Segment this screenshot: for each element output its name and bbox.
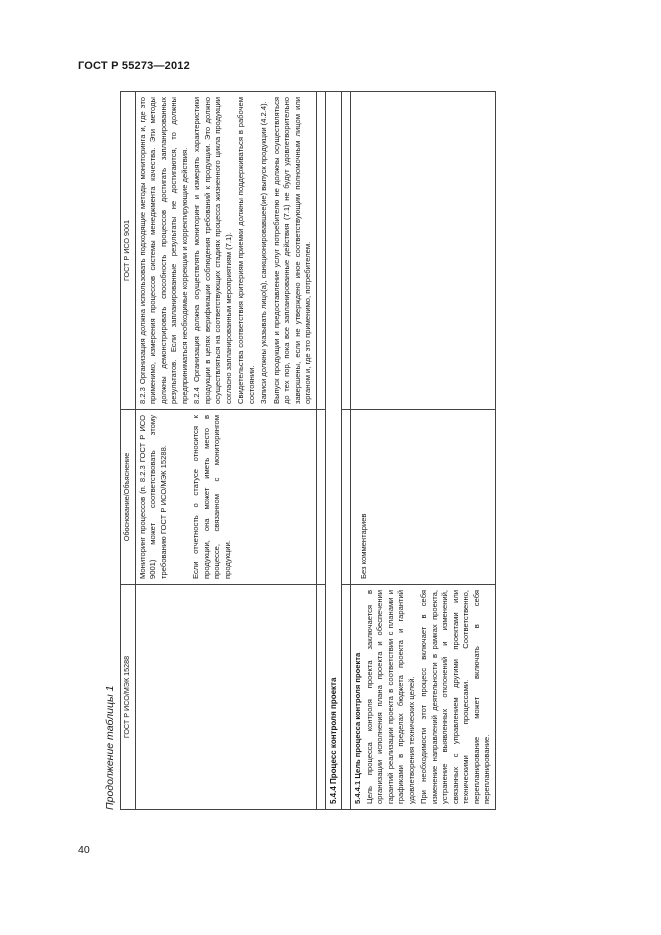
rotated-table-block <box>100 92 570 810</box>
table-header-row <box>121 92 136 810</box>
document-header: ГОСТ Р 55273—2012 <box>78 60 190 72</box>
justification-paragraph: Без комментариев <box>358 513 368 579</box>
row1-col1-cell <box>136 585 317 810</box>
requirement-paragraph: При необходимости этот процесс включает в себя изменение направлений деятельности в рамках проекта, устранение выявленных отклонений и изменений, связанных с управлением другими проектами или техническими процессами. Соответственно, перепланирование может включать в себя перепланирование. <box>419 590 492 804</box>
column-header-justification: Обоснование/Объяснение <box>121 410 136 585</box>
table-row <box>136 92 317 810</box>
row1-col2-cell <box>136 410 317 585</box>
section-heading: 5.4.4 Процесс контроля проекта <box>325 92 341 810</box>
iso9001-paragraph: Выпуск продукции и предоставление услуг потребителю не должны осуществляться до тех пор, пока все запланированные действия (7.1) не будут удовлетворительно завершены, если не утверждено иное соответствующим полномочным лицом или органом и, где это применимо, потребителем. <box>271 97 313 404</box>
table-row <box>350 92 495 810</box>
subsection-title: 5.4.4.1 Цель процесса контроля проекта <box>352 652 362 804</box>
row2-col2-cell <box>350 410 495 585</box>
spacer-row <box>341 92 350 810</box>
column-header-iso15288: ГОСТ Р ИСО/МЭК 15288 <box>121 585 136 810</box>
page-number: 40 <box>78 844 90 856</box>
section-heading-row <box>325 92 341 810</box>
justification-paragraph: Если отчетность о статусе относится к продукции, она может иметь место в процессе, связанном с мониторингом продукции. <box>191 415 232 579</box>
comparison-table <box>120 91 496 810</box>
iso9001-paragraph: Записи должны указывать лицо(а), санкционировавшее(ие) выпуск продукции (4.2.4). <box>259 101 269 404</box>
requirement-paragraph: Цель процесса контроля проекта заключается в организации исполнения плана проекта и обеспечении гарантий реализации проекта в соответствии с планами и графиками в пределах бюджета проекта и гарантий удовлетворения технических целей. <box>365 590 416 804</box>
iso9001-clause-8-2-3: 8.2.3 Организация должна использовать подходящие методы мониторинга и, где это применимо, измерения процессов системы менеджмента качества. Эти методы должны демонстрировать способность процессов достигать запланированных результатов. Если запланированные результаты не достигаются, то должны предприниматься необходимые коррекции и корректирующие действия. <box>138 97 189 404</box>
column-header-iso9001: ГОСТ Р ИСО 9001 <box>121 92 136 410</box>
table-caption: Продолжение таблицы 1 <box>104 685 116 810</box>
row2-col1-cell <box>350 585 495 810</box>
justification-paragraph: Мониторинг процессов (п. 8.2.3 ГОСТ Р ИСО 9001) может соответствовать этому требованию ГОСТ Р ИСО/МЭК 15288. <box>138 415 168 579</box>
row2-col3-cell <box>350 92 495 410</box>
row1-col3-cell <box>136 92 317 410</box>
iso9001-clause-8-2-4: 8.2.4 Организация должна осуществлять мониторинг и измерять характеристики продукции в целях верификации соблюдения требований к продукции. Это должно осуществляться на соответствующих стадиях процесса жизненного цикла продукции согласно запланированным мероприятиям (7.1). <box>192 97 233 404</box>
iso9001-paragraph: Свидетельства соответствия критериям приемки должны поддерживаться в рабочем состоянии. <box>236 97 256 404</box>
spacer-row <box>316 92 325 810</box>
